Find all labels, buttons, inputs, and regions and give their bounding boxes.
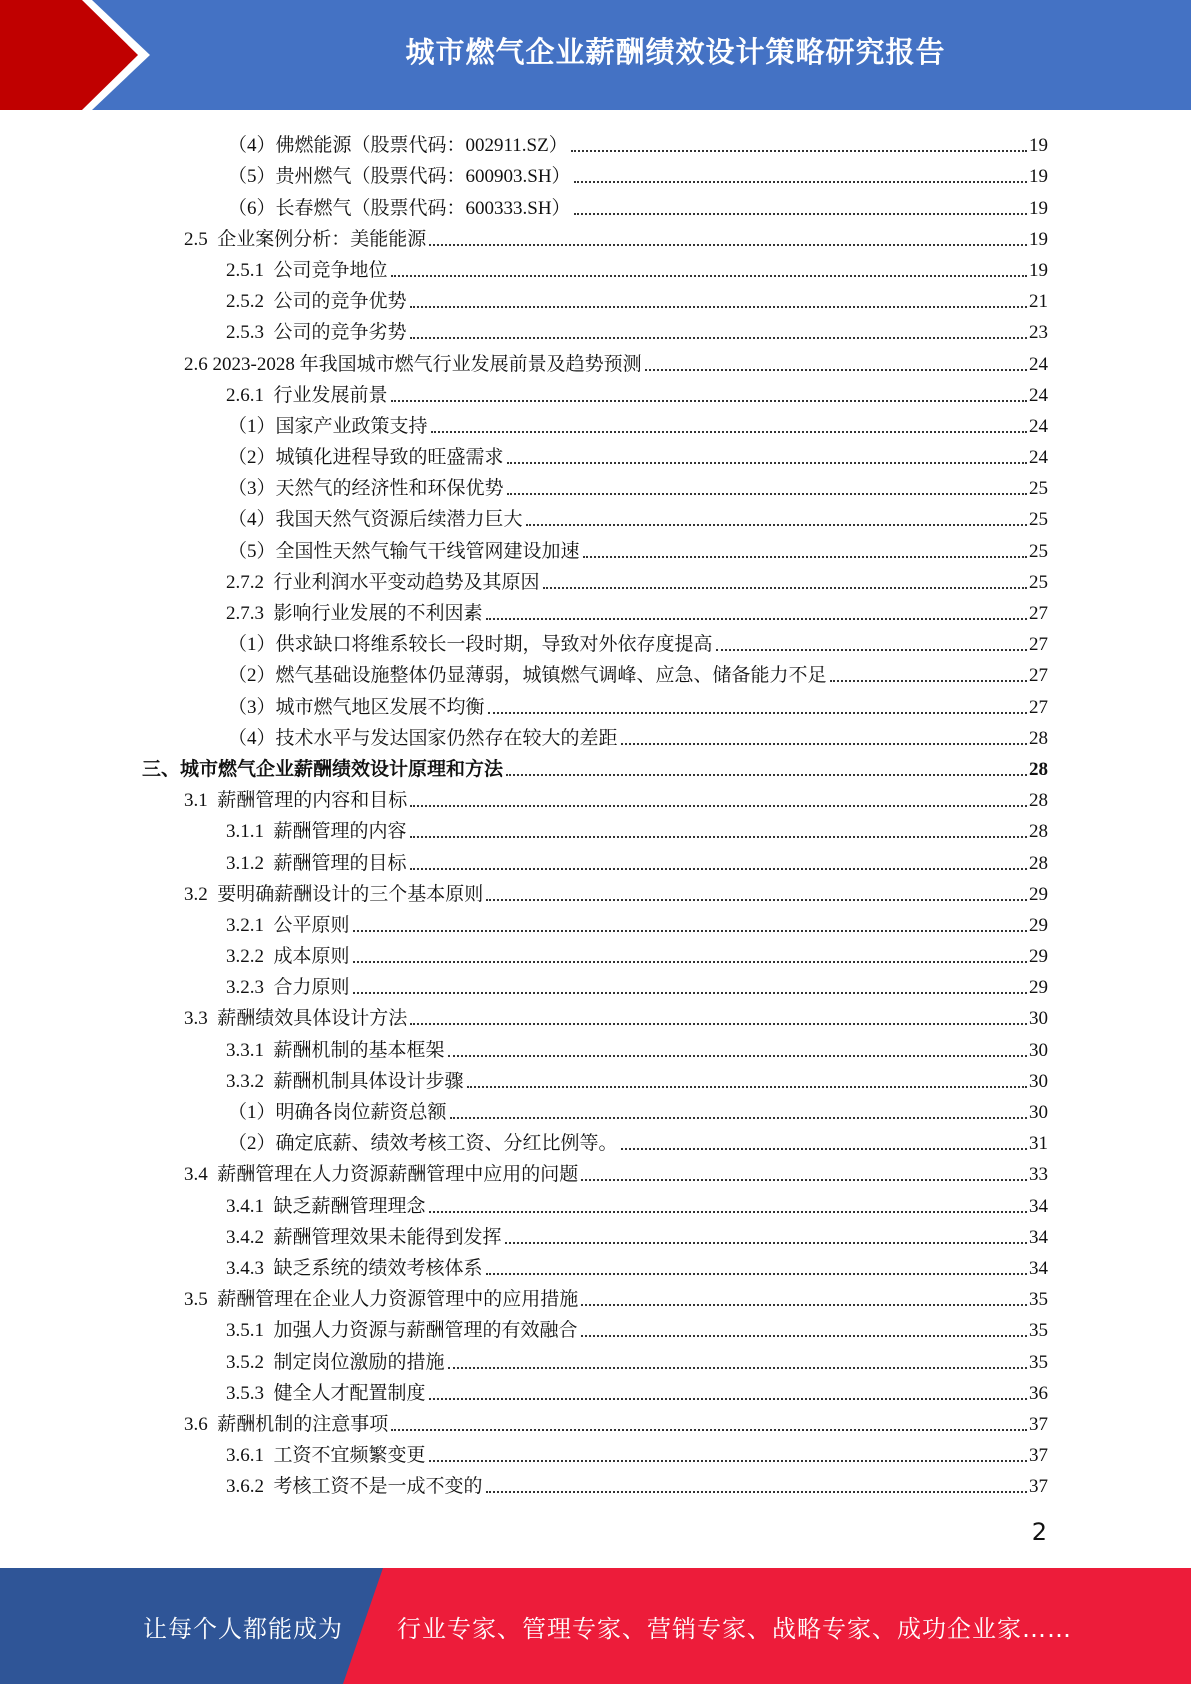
- toc-dot-leader: [507, 462, 1027, 464]
- toc-dot-leader: [410, 868, 1027, 870]
- toc-entry-title: （2）确定底薪、绩效考核工资、分红比例等。: [228, 1133, 618, 1155]
- toc-entry-page: 27: [1029, 696, 1048, 718]
- toc-entry-page: 34: [1029, 1195, 1048, 1217]
- toc-entry[interactable]: [0, 564, 1191, 595]
- toc-entry-page: 29: [1029, 977, 1048, 999]
- toc-entry[interactable]: [0, 595, 1191, 626]
- toc-entry-page: 23: [1029, 322, 1048, 344]
- toc-entry-title: 3.3 薪酬绩效具体设计方法: [184, 1008, 408, 1030]
- toc-entry-title: 3.1 薪酬管理的内容和目标: [184, 790, 408, 812]
- toc-entry[interactable]: [0, 782, 1191, 813]
- toc-entry-page: 27: [1029, 665, 1048, 687]
- toc-entry[interactable]: [0, 1375, 1191, 1406]
- toc-entry[interactable]: [0, 314, 1191, 345]
- toc-dot-leader: [571, 150, 1027, 152]
- toc-entry-title: 3.4.2 薪酬管理效果未能得到发挥: [226, 1226, 502, 1248]
- toc-entry[interactable]: [0, 345, 1191, 376]
- toc-entry[interactable]: [0, 127, 1191, 158]
- toc-entry[interactable]: [0, 470, 1191, 501]
- toc-entry-page: 28: [1029, 821, 1048, 843]
- toc-entry-title: 3.6 薪酬机制的注意事项: [184, 1413, 389, 1435]
- toc-dot-leader: [574, 181, 1027, 183]
- toc-dot-leader: [431, 431, 1027, 433]
- toc-entry-title: （1）供求缺口将维系较长一段时期，导致对外依存度提高: [228, 634, 713, 656]
- toc-entry[interactable]: [0, 221, 1191, 252]
- page-footer: [0, 1568, 1191, 1684]
- toc-dot-leader: [581, 1304, 1027, 1306]
- toc-entry-title: 2.7.2 行业利润水平变动趋势及其原因: [226, 571, 540, 593]
- toc-entry-title: 2.5.1 公司竞争地位: [226, 259, 388, 281]
- toc-entry-page: 30: [1029, 1039, 1048, 1061]
- toc-dot-leader: [353, 930, 1027, 932]
- toc-entry-page: 37: [1029, 1476, 1048, 1498]
- toc-entry-title: 3.3.2 薪酬机制具体设计步骤: [226, 1070, 464, 1092]
- toc-entry-page: 28: [1029, 852, 1048, 874]
- toc-entry[interactable]: [0, 158, 1191, 189]
- toc-entry-title: 3.5.1 加强人力资源与薪酬管理的有效融合: [226, 1320, 578, 1342]
- toc-entry-title: 3.2.2 成本原则: [226, 946, 350, 968]
- toc-entry[interactable]: [0, 252, 1191, 283]
- toc-dot-leader: [410, 805, 1027, 807]
- toc-entry[interactable]: [0, 1031, 1191, 1062]
- toc-entry[interactable]: [0, 1312, 1191, 1343]
- toc-entry-page: 25: [1029, 509, 1048, 531]
- toc-dot-leader: [353, 992, 1027, 994]
- toc-entry[interactable]: [0, 813, 1191, 844]
- toc-entry-page: 19: [1029, 228, 1048, 250]
- toc-entry[interactable]: [0, 1437, 1191, 1468]
- toc-entry-page: 24: [1029, 447, 1048, 469]
- toc-entry-title: （1）明确各岗位薪资总额: [228, 1102, 447, 1123]
- toc-entry-page: 30: [1029, 1008, 1048, 1030]
- toc-entry[interactable]: [0, 1250, 1191, 1281]
- toc-entry-page: 30: [1029, 1102, 1048, 1123]
- toc-entry-title: 2.6.1 行业发展前景: [226, 384, 388, 406]
- toc-dot-leader: [505, 1242, 1027, 1244]
- toc-dot-leader: [353, 961, 1027, 963]
- toc-entry-title: 2.7.3 影响行业发展的不利因素: [226, 603, 483, 624]
- toc-entry[interactable]: [0, 657, 1191, 688]
- toc-dot-leader: [621, 1148, 1027, 1150]
- toc-entry-page: 31: [1029, 1133, 1048, 1155]
- toc-entry[interactable]: [0, 1000, 1191, 1031]
- toc-dot-leader: [830, 680, 1027, 682]
- toc-entry-page: 29: [1029, 914, 1048, 936]
- toc-entry-page: 34: [1029, 1257, 1048, 1279]
- toc-entry-title: 3.2.1 公平原则: [226, 914, 350, 936]
- toc-entry[interactable]: [0, 720, 1191, 751]
- toc-dot-leader: [429, 1398, 1027, 1400]
- toc-entry[interactable]: [0, 283, 1191, 314]
- toc-dot-leader: [583, 556, 1027, 558]
- toc-dot-leader: [467, 1086, 1027, 1088]
- toc-entry-title: 3.6.1 工资不宜频繁变更: [226, 1445, 426, 1467]
- toc-entry[interactable]: [0, 1094, 1191, 1125]
- toc-entry-title: 3.3.1 薪酬机制的基本框架: [226, 1039, 445, 1061]
- toc-entry[interactable]: [0, 907, 1191, 938]
- toc-dot-leader: [391, 400, 1027, 402]
- toc-dot-leader: [581, 1335, 1027, 1337]
- toc-entry-page: 28: [1029, 790, 1048, 812]
- toc-entry-page: 37: [1029, 1413, 1048, 1435]
- toc-dot-leader: [410, 306, 1027, 308]
- toc-entry-title: （5）全国性天然气输气干线管网建设加速: [228, 540, 580, 562]
- footer-slogan-left: 让每个人都能成为: [143, 1614, 343, 1643]
- toc-entry[interactable]: [0, 408, 1191, 439]
- toc-entry-page: 19: [1029, 259, 1048, 281]
- toc-entry-title: 3.4 薪酬管理在人力资源薪酬管理中应用的问题: [184, 1164, 579, 1186]
- toc-entry-page: 19: [1029, 166, 1048, 188]
- toc-entry-title: 3.2.3 合力原则: [226, 977, 350, 999]
- report-title: 城市燃气企业薪酬绩效设计策略研究报告: [405, 34, 946, 69]
- toc-entry-page: 24: [1029, 415, 1048, 437]
- page-header: [0, 0, 1191, 110]
- toc-dot-leader: [410, 836, 1027, 838]
- toc-dot-leader: [716, 649, 1027, 651]
- toc-entry[interactable]: [0, 189, 1191, 220]
- toc-dot-leader: [506, 774, 1027, 776]
- footer-slogan-right: 行业专家、管理专家、营销专家、战略专家、成功企业家……: [397, 1614, 1072, 1643]
- toc-entry[interactable]: [0, 1156, 1191, 1187]
- page-number: 2: [1031, 1518, 1047, 1546]
- toc-entry-title: 2.5 企业案例分析：美能能源: [184, 228, 427, 250]
- toc-entry-title: （4）佛燃能源（股票代码：002911.SZ）: [228, 135, 568, 157]
- toc-entry[interactable]: [0, 688, 1191, 719]
- toc-entry-title: 3.1.2 薪酬管理的目标: [226, 852, 407, 874]
- toc-dot-leader: [486, 1273, 1027, 1275]
- toc-entry-page: 35: [1029, 1320, 1048, 1342]
- toc-entry-title: 3.1.1 薪酬管理的内容: [226, 821, 407, 843]
- toc-dot-leader: [410, 1023, 1027, 1025]
- toc-entry-title: （2）城镇化进程导致的旺盛需求: [228, 447, 504, 469]
- toc-dot-leader: [429, 1460, 1027, 1462]
- toc-entry-page: 30: [1029, 1070, 1048, 1092]
- toc-entry[interactable]: [0, 439, 1191, 470]
- toc-entry-title: 3.5 薪酬管理在企业人力资源管理中的应用措施: [184, 1289, 579, 1311]
- toc-dot-leader: [486, 1491, 1027, 1493]
- toc-entry-page: 35: [1029, 1289, 1048, 1311]
- toc-dot-leader: [429, 244, 1027, 246]
- toc-entry-page: 25: [1029, 540, 1048, 562]
- toc-entry-title: （2）燃气基础设施整体仍显薄弱，城镇燃气调峰、应急、储备能力不足: [228, 665, 827, 687]
- toc-entry-title: 3.6.2 考核工资不是一成不变的: [226, 1476, 483, 1498]
- toc-dot-leader: [543, 587, 1027, 589]
- toc-entry-page: 33: [1029, 1164, 1048, 1186]
- toc-entry-title: （3）城市燃气地区发展不均衡: [228, 696, 485, 718]
- table-of-contents: [0, 127, 1191, 1499]
- toc-entry-title: 3.4.1 缺乏薪酬管理理念: [226, 1195, 426, 1217]
- toc-entry[interactable]: [0, 1125, 1191, 1156]
- toc-entry-page: 29: [1029, 883, 1048, 905]
- toc-entry-title: （1）国家产业政策支持: [228, 415, 428, 437]
- toc-entry[interactable]: [0, 1281, 1191, 1312]
- toc-entry-title: 2.6 2023-2028 年我国城市燃气行业发展前景及趋势预测: [184, 353, 642, 375]
- toc-entry[interactable]: [0, 501, 1191, 532]
- toc-dot-leader: [621, 743, 1027, 745]
- toc-entry[interactable]: [0, 1187, 1191, 1218]
- toc-entry-page: 24: [1029, 353, 1048, 375]
- toc-entry-page: 36: [1029, 1382, 1048, 1404]
- toc-entry-page: 21: [1029, 291, 1048, 313]
- toc-entry[interactable]: [0, 1063, 1191, 1094]
- toc-entry-page: 28: [1029, 727, 1048, 749]
- toc-dot-leader: [410, 337, 1027, 339]
- toc-dot-leader: [391, 275, 1027, 277]
- toc-entry-title: （4）我国天然气资源后续潜力巨大: [228, 509, 523, 531]
- toc-entry-page: 25: [1029, 478, 1048, 500]
- toc-dot-leader: [486, 899, 1027, 901]
- toc-entry-title: （4）技术水平与发达国家仍然存在较大的差距: [228, 727, 618, 749]
- toc-entry-page: 29: [1029, 946, 1048, 968]
- toc-dot-leader: [486, 618, 1027, 620]
- toc-entry[interactable]: [0, 532, 1191, 563]
- toc-entry-page: 34: [1029, 1226, 1048, 1248]
- toc-entry-title: 三、城市燃气企业薪酬绩效设计原理和方法: [142, 758, 504, 780]
- toc-dot-leader: [488, 712, 1027, 714]
- toc-dot-leader: [391, 1429, 1027, 1431]
- toc-dot-leader: [450, 1117, 1027, 1119]
- toc-entry-page: 27: [1029, 634, 1048, 656]
- toc-entry[interactable]: [0, 1343, 1191, 1374]
- toc-dot-leader: [574, 213, 1027, 215]
- toc-entry-title: 3.4.3 缺乏系统的绩效考核体系: [226, 1257, 483, 1279]
- toc-dot-leader: [507, 493, 1027, 495]
- toc-entry-page: 19: [1029, 197, 1048, 219]
- toc-dot-leader: [429, 1211, 1027, 1213]
- toc-entry-title: 3.5.3 健全人才配置制度: [226, 1382, 426, 1404]
- toc-entry-title: 3.2 要明确薪酬设计的三个基本原则: [184, 883, 484, 905]
- toc-entry[interactable]: [0, 844, 1191, 875]
- toc-entry[interactable]: [0, 969, 1191, 1000]
- toc-entry-title: （3）天然气的经济性和环保优势: [228, 478, 504, 500]
- toc-dot-leader: [581, 1179, 1027, 1181]
- toc-entry-page: 28: [1029, 758, 1048, 780]
- toc-entry[interactable]: [0, 1219, 1191, 1250]
- toc-dot-leader: [448, 1055, 1027, 1057]
- toc-entry-title: （6）长春燃气（股票代码：600333.SH）: [228, 197, 571, 219]
- toc-entry-title: 3.5.2 制定岗位激励的措施: [226, 1351, 445, 1373]
- toc-entry-title: （5）贵州燃气（股票代码：600903.SH）: [228, 166, 571, 188]
- toc-entry[interactable]: [0, 876, 1191, 907]
- header-chevron-decoration: [0, 0, 160, 110]
- toc-entry-page: 25: [1029, 571, 1048, 593]
- toc-entry-page: 24: [1029, 384, 1048, 406]
- toc-dot-leader: [645, 369, 1027, 371]
- toc-entry-title: 2.5.2 公司的竞争优势: [226, 291, 407, 313]
- toc-entry[interactable]: [0, 1406, 1191, 1437]
- toc-entry-page: 37: [1029, 1445, 1048, 1467]
- toc-entry[interactable]: [0, 1468, 1191, 1499]
- toc-entry[interactable]: [0, 938, 1191, 969]
- toc-entry-page: 35: [1029, 1351, 1048, 1373]
- toc-entry-title: 2.5.3 公司的竞争劣势: [226, 322, 407, 344]
- toc-dot-leader: [526, 524, 1027, 526]
- toc-entry[interactable]: [0, 626, 1191, 657]
- toc-dot-leader: [448, 1367, 1027, 1369]
- toc-entry-page: 19: [1029, 135, 1048, 157]
- toc-entry[interactable]: [0, 751, 1191, 782]
- toc-entry-page: 27: [1029, 603, 1048, 624]
- toc-entry[interactable]: [0, 377, 1191, 408]
